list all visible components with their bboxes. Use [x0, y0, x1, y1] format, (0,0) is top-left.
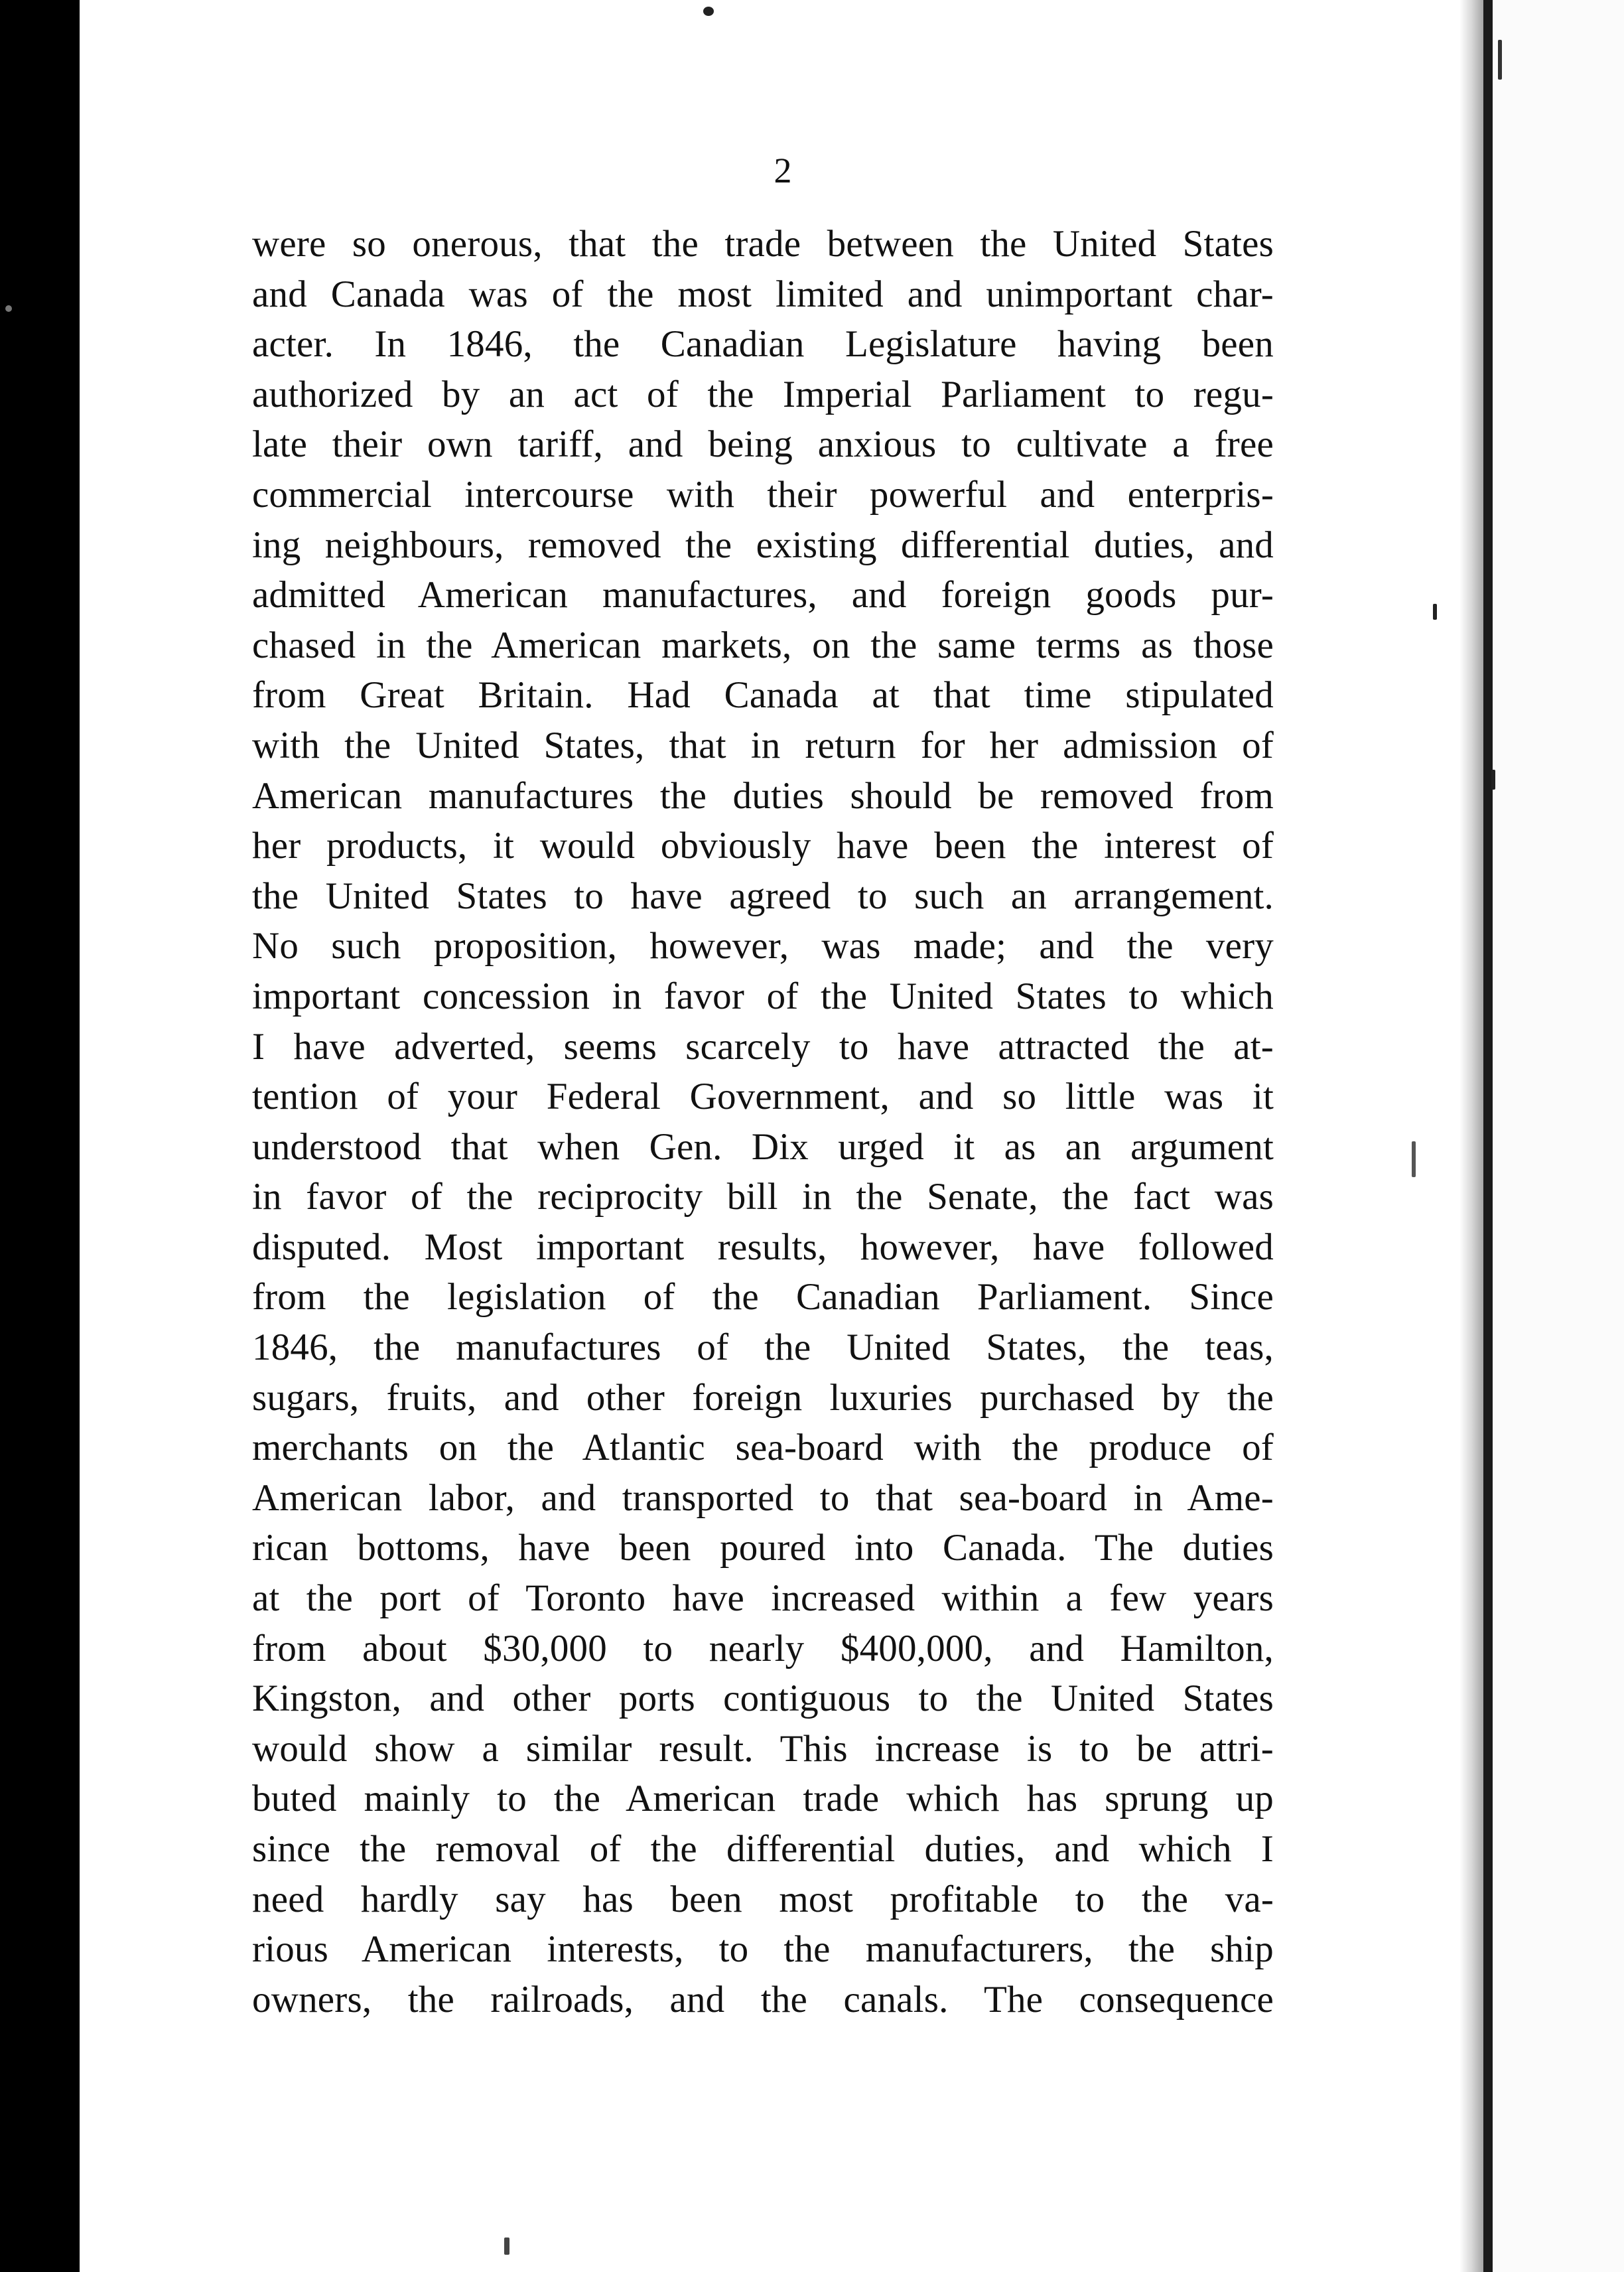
- text-line: since the removal of the differential duties, and which I: [252, 1828, 1274, 1870]
- text-line: I have adverted, seems scarcely to have attracted the at-: [252, 1025, 1274, 1068]
- text-line: American labor, and transported to that sea-board in Ame-: [252, 1476, 1274, 1519]
- text-line: owners, the railroads, and the canals. The consequence: [252, 1978, 1274, 2021]
- text-line: in favor of the reciprocity bill in the Senate, the fact was: [252, 1176, 1274, 1218]
- text-line: authorized by an act of the Imperial Parliament to regu-: [252, 373, 1274, 415]
- scan-speck: [1491, 770, 1495, 790]
- scan-speck: [1433, 604, 1437, 620]
- text-line: acter. In 1846, the Canadian Legislature having been: [252, 323, 1274, 366]
- text-line: tention of your Federal Government, and so little was it: [252, 1076, 1274, 1118]
- page-number: 2: [774, 151, 792, 190]
- text-line: the United States to have agreed to such an arrangement.: [252, 875, 1274, 917]
- text-line: at the port of Toronto have increased within a few years: [252, 1577, 1274, 1620]
- text-line: and Canada was of the most limited and unimportant char-: [252, 273, 1274, 315]
- text-line: need hardly say has been most profitable to the va-: [252, 1878, 1274, 1920]
- scan-speck: [5, 305, 12, 312]
- text-line: buted mainly to the American trade which has sprung up: [252, 1778, 1274, 1820]
- text-line: were so onerous, that the trade between the United States: [252, 223, 1274, 265]
- text-line: late their own tariff, and being anxious to cultivate a free: [252, 423, 1274, 466]
- scan-border-left: [0, 0, 80, 2272]
- text-line: chased in the American markets, on the same terms as those: [252, 624, 1274, 666]
- binding-shadow: [1459, 0, 1486, 2272]
- text-line: understood that when Gen. Dix urged it as an argument: [252, 1125, 1274, 1168]
- scan-speck: [504, 2237, 509, 2255]
- text-line: ing neighbours, removed the existing differential duties, and: [252, 524, 1274, 566]
- text-line: would show a similar result. This increase is to be attri-: [252, 1727, 1274, 1770]
- body-text: [252, 219, 1274, 2024]
- text-line: rican bottoms, have been poured into Canada. The duties: [252, 1527, 1274, 1569]
- text-line: with the United States, that in return for her admission of: [252, 724, 1274, 766]
- text-line: her products, it would obviously have been the interest of: [252, 825, 1274, 867]
- text-line: rious American interests, to the manufacturers, the ship: [252, 1928, 1274, 1971]
- text-line: from Great Britain. Had Canada at that time stipulated: [252, 674, 1274, 717]
- text-line: admitted American manufactures, and foreign goods pur-: [252, 574, 1274, 616]
- text-line: 1846, the manufactures of the United States, the teas,: [252, 1326, 1274, 1369]
- text-line: sugars, fruits, and other foreign luxuries purchased by the: [252, 1376, 1274, 1419]
- text-line: commercial intercourse with their powerful and enterpris-: [252, 473, 1274, 516]
- scan-speck: [1498, 40, 1502, 80]
- text-line: disputed. Most important results, however, have followed: [252, 1226, 1274, 1268]
- text-line: No such proposition, however, was made; and the very: [252, 925, 1274, 967]
- text-line: from the legislation of the Canadian Parliament. Since: [252, 1276, 1274, 1318]
- text-line: Kingston, and other ports contiguous to the United States: [252, 1677, 1274, 1720]
- scan-speck: [1412, 1141, 1416, 1177]
- text-line: American manufactures the duties should be removed from: [252, 774, 1274, 817]
- text-line: merchants on the Atlantic sea-board with the produce of: [252, 1427, 1274, 1469]
- facing-page-edge: [1493, 0, 1624, 2272]
- text-line: important concession in favor of the United States to which: [252, 975, 1274, 1017]
- binding-edge: [1483, 0, 1493, 2272]
- text-line: from about $30,000 to nearly $400,000, and Hamilton,: [252, 1627, 1274, 1669]
- scan-speck: [703, 7, 714, 16]
